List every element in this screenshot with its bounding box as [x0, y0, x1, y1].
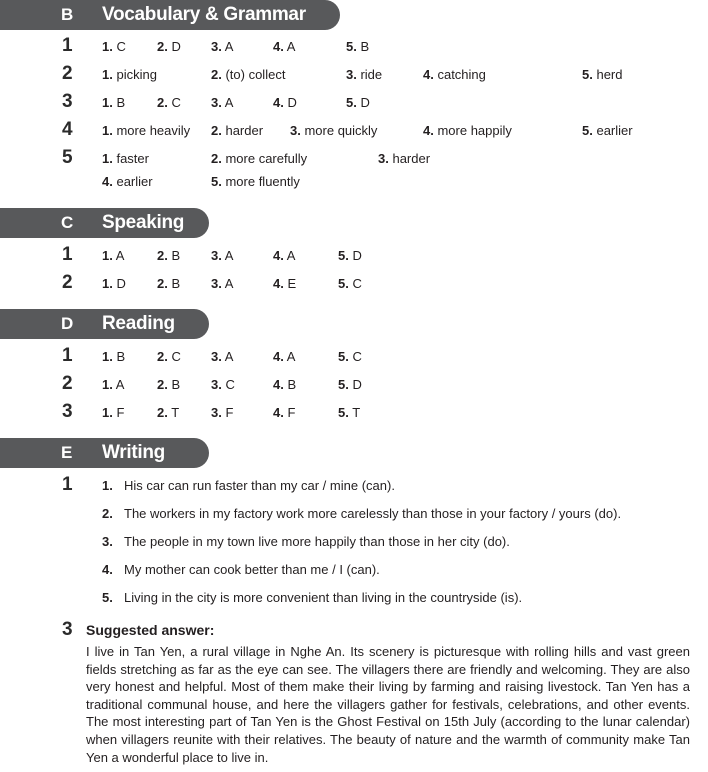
answer-number: 5. [338, 276, 349, 291]
answer-number: 2. [157, 349, 168, 364]
section-letter: D [61, 314, 74, 333]
answer-item [211, 405, 233, 420]
answer-number: 5. [338, 405, 349, 420]
answer-item [211, 67, 285, 82]
sentence-number: 3. [102, 534, 113, 549]
answer-value: C [171, 95, 181, 110]
answer-item [102, 39, 126, 54]
answer-number: 2. [157, 39, 168, 54]
answer-number: 5. [211, 174, 222, 189]
answer-item [378, 151, 430, 166]
answer-value: T [352, 405, 361, 420]
sentence-text: The workers in my factory work more carelessly than those in your factory / yours (do). [124, 506, 622, 521]
answer-number: 3. [346, 67, 357, 82]
question-number: 2 [62, 272, 73, 293]
question-number: 1 [62, 244, 73, 265]
question-number: 1 [62, 345, 73, 366]
answer-value: F [116, 405, 125, 420]
answer-number: 3. [211, 95, 222, 110]
answer-number: 4. [273, 95, 284, 110]
answer-item [102, 95, 125, 110]
answer-value: earlier [596, 123, 633, 138]
answer-item [211, 377, 235, 392]
answer-item [102, 151, 149, 166]
answer-number: 5. [338, 377, 349, 392]
answer-item [102, 349, 125, 364]
answer-number: 4. [102, 174, 113, 189]
question-number: 5 [62, 147, 73, 168]
answer-item [273, 276, 296, 291]
answer-number: 3. [211, 349, 222, 364]
answer-item [273, 248, 295, 263]
answer-item [211, 248, 233, 263]
question-number: 1 [62, 474, 73, 495]
answer-item [102, 174, 153, 189]
answer-item [157, 248, 180, 263]
answer-number: 2. [211, 67, 222, 82]
section-c-header [0, 208, 209, 238]
answer-number: 4. [273, 248, 284, 263]
section-title: Speaking [102, 212, 185, 233]
answer-item [211, 349, 233, 364]
answer-value: A [224, 276, 234, 291]
answer-number: 3. [211, 405, 222, 420]
question-number: 1 [62, 35, 73, 56]
answer-number: 4. [273, 377, 284, 392]
answer-value: D [360, 95, 370, 110]
answer-item [211, 151, 307, 166]
answer-number: 1. [102, 349, 113, 364]
answer-item [211, 39, 233, 54]
answer-number: 2. [157, 95, 168, 110]
answer-value: (to) collect [225, 67, 286, 82]
question-number: 3 [62, 91, 73, 112]
section-e-header [0, 438, 209, 468]
answer-value: C [116, 39, 126, 54]
answer-value: B [116, 349, 126, 364]
answer-number: 1. [102, 151, 113, 166]
question-number: 3 [62, 619, 73, 640]
answer-number: 4. [423, 123, 434, 138]
answer-value: A [286, 349, 296, 364]
answer-item [157, 39, 181, 54]
answer-item [338, 377, 362, 392]
answer-number: 5. [338, 248, 349, 263]
section-b-header [0, 0, 340, 30]
answer-number: 3. [211, 39, 222, 54]
suggested-answer-title: Suggested answer: [86, 622, 215, 638]
answer-item [211, 174, 300, 189]
sentence-text: His car can run faster than my car / mine (can). [124, 478, 395, 493]
answer-item [157, 405, 179, 420]
section-title: Reading [102, 313, 175, 334]
answer-value: T [171, 405, 180, 420]
answer-item [273, 349, 295, 364]
answer-value: C [225, 377, 235, 392]
answer-item [582, 123, 633, 138]
answer-value: B [116, 95, 126, 110]
answer-value: D [352, 377, 362, 392]
answer-number: 5. [346, 95, 357, 110]
answer-number: 5. [338, 349, 349, 364]
answer-item [273, 95, 297, 110]
answer-number: 4. [273, 276, 284, 291]
answer-item [211, 276, 233, 291]
answer-number: 2. [157, 377, 168, 392]
answer-value: earlier [116, 174, 153, 189]
answer-value: B [171, 276, 181, 291]
answer-value: faster [116, 151, 149, 166]
answer-number: 1. [102, 39, 113, 54]
answer-value: C [171, 349, 181, 364]
sentence-number: 4. [102, 562, 113, 577]
answer-number: 4. [273, 405, 284, 420]
answer-value: D [287, 95, 297, 110]
answer-number: 2. [157, 248, 168, 263]
answer-number: 2. [157, 276, 168, 291]
answer-item [338, 405, 360, 420]
answer-item [102, 276, 126, 291]
answer-value: harder [392, 151, 431, 166]
answer-value: more heavily [116, 123, 191, 138]
answer-number: 3. [211, 248, 222, 263]
answer-item [423, 123, 512, 138]
section-d-header [0, 309, 209, 339]
answer-value: B [171, 248, 181, 263]
section-title: Writing [102, 442, 165, 463]
answer-item [102, 67, 157, 82]
section-letter: C [61, 213, 74, 232]
question-number: 2 [62, 63, 73, 84]
answer-value: catching [437, 67, 486, 82]
answer-item [338, 349, 362, 364]
answer-number: 4. [423, 67, 434, 82]
sentence-number: 2. [102, 506, 113, 521]
answer-item [338, 276, 362, 291]
answer-value: F [225, 405, 234, 420]
answer-number: 3. [290, 123, 301, 138]
answer-value: C [352, 276, 362, 291]
answer-number: 3. [378, 151, 389, 166]
answer-item [273, 377, 296, 392]
answer-item [157, 95, 181, 110]
answer-value: picking [116, 67, 157, 82]
answer-number: 4. [273, 349, 284, 364]
sentence-text: Living in the city is more convenient than living in the countryside (is). [124, 590, 523, 605]
answer-item [346, 95, 370, 110]
answer-number: 1. [102, 377, 113, 392]
answer-value: D [352, 248, 362, 263]
answer-item [338, 248, 362, 263]
suggested-answer-paragraph: I live in Tan Yen, a rural village in Nghe An. Its scenery is picturesque with rolling hills and vast green fields stretching as far as the eye can see. The villagers there are friendly and welcoming. They are also very honest and helpful. Most of them make their living by farming and raising livestock. Tan Yen has a traditional communal house, and here the villagers gather for festivals, celebrations, and other events. The most interesting part of Tan Yen is the Ghost Festival on 15th July (according to the lunar calendar) when villagers reunite with their relatives. The beauty of nature and the warmth of community make Tan Yen a wonderful place to live in. [86, 644, 690, 765]
answer-number: 1. [102, 248, 113, 263]
answer-value: B [360, 39, 370, 54]
answer-item [157, 377, 180, 392]
question-number: 4 [62, 119, 73, 140]
answer-value: more happily [437, 123, 512, 138]
answer-number: 3. [211, 276, 222, 291]
answer-number: 5. [582, 67, 593, 82]
answer-value: more quickly [304, 123, 378, 138]
answer-item [157, 349, 181, 364]
answer-item [211, 95, 233, 110]
answer-item [273, 405, 295, 420]
answer-item [273, 39, 295, 54]
answer-item [102, 377, 124, 392]
answer-value: F [287, 405, 296, 420]
answer-item [423, 67, 486, 82]
answer-item [102, 248, 124, 263]
section-letter: B [61, 5, 74, 24]
answer-value: A [224, 95, 234, 110]
answer-item [102, 405, 124, 420]
answer-value: herd [596, 67, 623, 82]
section-letter: E [61, 443, 73, 462]
answer-value: ride [360, 67, 383, 82]
question-number: 3 [62, 401, 73, 422]
answer-value: A [115, 248, 125, 263]
answer-value: E [287, 276, 297, 291]
answer-number: 3. [211, 377, 222, 392]
answer-value: more fluently [225, 174, 300, 189]
answer-value: A [286, 248, 296, 263]
answer-number: 5. [582, 123, 593, 138]
answer-number: 1. [102, 405, 113, 420]
answer-value: B [171, 377, 181, 392]
question-number: 2 [62, 373, 73, 394]
sentence-text: My mother can cook better than me / I (can). [124, 562, 380, 577]
answer-item [582, 67, 623, 82]
sentence-text: The people in my town live more happily than those in her city (do). [124, 534, 510, 549]
answer-number: 1. [102, 67, 113, 82]
section-title: Vocabulary & Grammar [102, 4, 306, 25]
answer-number: 4. [273, 39, 284, 54]
answer-value: B [287, 377, 297, 392]
answer-value: D [116, 276, 126, 291]
answer-value: harder [225, 123, 264, 138]
answer-value: A [224, 349, 234, 364]
answer-value: C [352, 349, 362, 364]
answer-value: D [171, 39, 181, 54]
answer-number: 2. [211, 151, 222, 166]
answer-value: more carefully [225, 151, 308, 166]
answer-item [211, 123, 263, 138]
answer-number: 5. [346, 39, 357, 54]
answer-value: A [224, 39, 234, 54]
answer-item [290, 123, 377, 138]
answer-number: 2. [211, 123, 222, 138]
answer-number: 1. [102, 95, 113, 110]
answer-item [157, 276, 180, 291]
answer-value: A [286, 39, 296, 54]
answer-value: A [224, 248, 234, 263]
answer-item [102, 123, 190, 138]
sentence-number: 1. [102, 478, 113, 493]
answer-number: 2. [157, 405, 168, 420]
answer-number: 1. [102, 123, 113, 138]
answer-value: A [115, 377, 125, 392]
answer-item [346, 67, 382, 82]
answer-number: 1. [102, 276, 113, 291]
answer-item [346, 39, 369, 54]
sentence-number: 5. [102, 590, 113, 605]
